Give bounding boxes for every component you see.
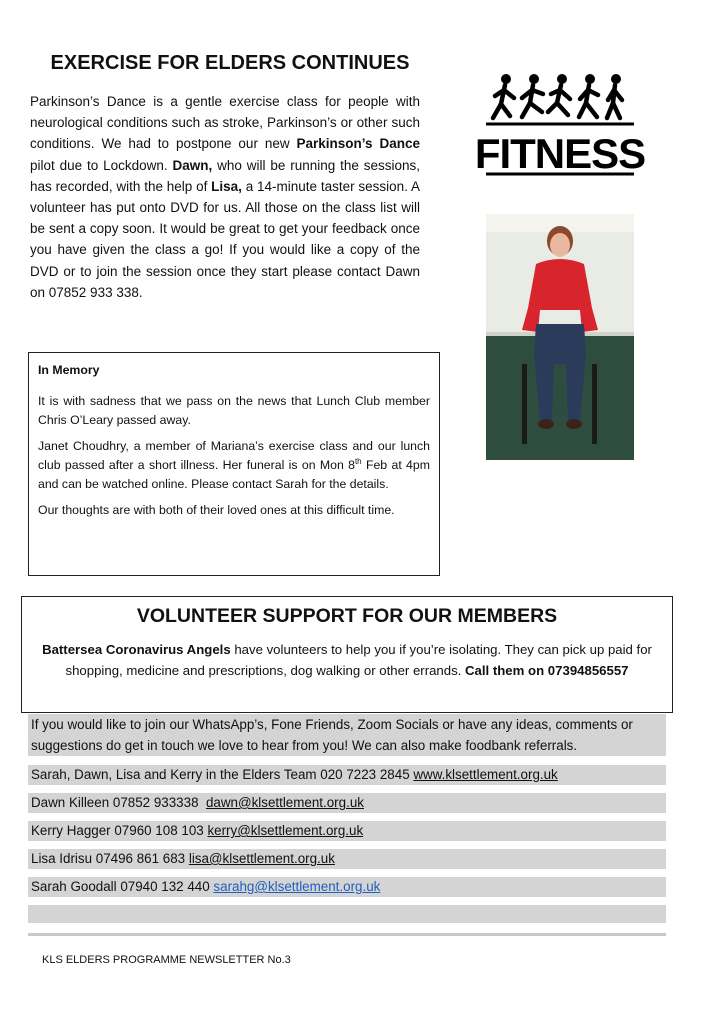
- email-link-kerry[interactable]: kerry@klsettlement.org.uk: [207, 823, 364, 838]
- memory-paragraph-1: It is with sadness that we pass on the news that Lunch Club member Chris O’Leary passed away.: [38, 394, 430, 427]
- in-memory-title: In Memory: [38, 363, 100, 377]
- volunteer-paragraph: Battersea Coronavirus Angels have volunteers to help you if you’re isolating. They can pick up paid for shopping, medicine and prescriptions, dog walking or other errands. Call them on 07394856557: [42, 642, 652, 678]
- contact-intro: If you would like to join our WhatsApp’s, Fone Friends, Zoom Socials or have any ideas, comments or suggestions do get in touch we love to hear from you! We can also make foodbank referrals.: [28, 714, 666, 756]
- running-figures-icon: [474, 72, 646, 178]
- fitness-logo-text: FITNESS: [474, 130, 646, 177]
- email-link-dawn[interactable]: dawn@klsettlement.org.uk: [205, 795, 364, 810]
- volunteer-support-box: [21, 596, 673, 713]
- email-link-sarah[interactable]: sarahg@klsettlement.org.uk: [213, 879, 381, 894]
- in-memory-box: [28, 352, 440, 576]
- contact-row-dawn: Dawn Killeen 07852 933338 dawn@klsettlement.org.uk: [28, 793, 666, 813]
- email-link-lisa[interactable]: lisa@klsettlement.org.uk: [188, 851, 335, 866]
- contact-row-lisa: Lisa Idrisu 07496 861 683 lisa@klsettlement.org.uk: [28, 849, 666, 869]
- instructor-photo: [486, 214, 634, 460]
- footer-divider: [28, 933, 666, 936]
- memory-paragraph-2: Janet Choudhry, a member of Mariana’s exercise class and our lunch club passed after a short illness. Her funeral is on Mon 8th Feb at 4pm and can be watched online. Please contact Sarah for the details.: [38, 439, 430, 491]
- contact-row-sarah: Sarah Goodall 07940 132 440 sarahg@klsettlement.org.uk: [28, 877, 666, 897]
- website-link[interactable]: www.klsettlement.org.uk: [413, 767, 558, 782]
- fitness-logo: [474, 72, 646, 178]
- contact-row-empty: [28, 905, 666, 923]
- contact-row-team: Sarah, Dawn, Lisa and Kerry in the Elders Team 020 7223 2845 www.klsettlement.org.uk: [28, 765, 666, 785]
- exercise-paragraph: Parkinson’s Dance is a gentle exercise class for people with neurological conditions such as stroke, Parkinson’s or other such conditions. We had to postpone our new Parkinson’s Dance pilot due to Lockdown. Dawn, who will be running the sessions, has recorded, with the help of Lisa, a 14-minute taster session. A volunteer has put onto DVD for us. All those on the class list will be sent a copy soon. It would be great to get your feedback once you have given the class a go! If you would like a copy of the DVD or to join the session once they start please contact Dawn on 07852 933 338.: [30, 94, 421, 300]
- footer-text: KLS ELDERS PROGRAMME NEWSLETTER No.3: [42, 954, 291, 966]
- exercise-heading: EXERCISE FOR ELDERS CONTINUES: [50, 52, 410, 74]
- memory-paragraph-3: Our thoughts are with both of their loved ones at this difficult time.: [38, 503, 395, 517]
- volunteer-heading: VOLUNTEER SUPPORT FOR OUR MEMBERS: [136, 605, 558, 627]
- contact-row-kerry: Kerry Hagger 07960 108 103 kerry@klsettlement.org.uk: [28, 821, 666, 841]
